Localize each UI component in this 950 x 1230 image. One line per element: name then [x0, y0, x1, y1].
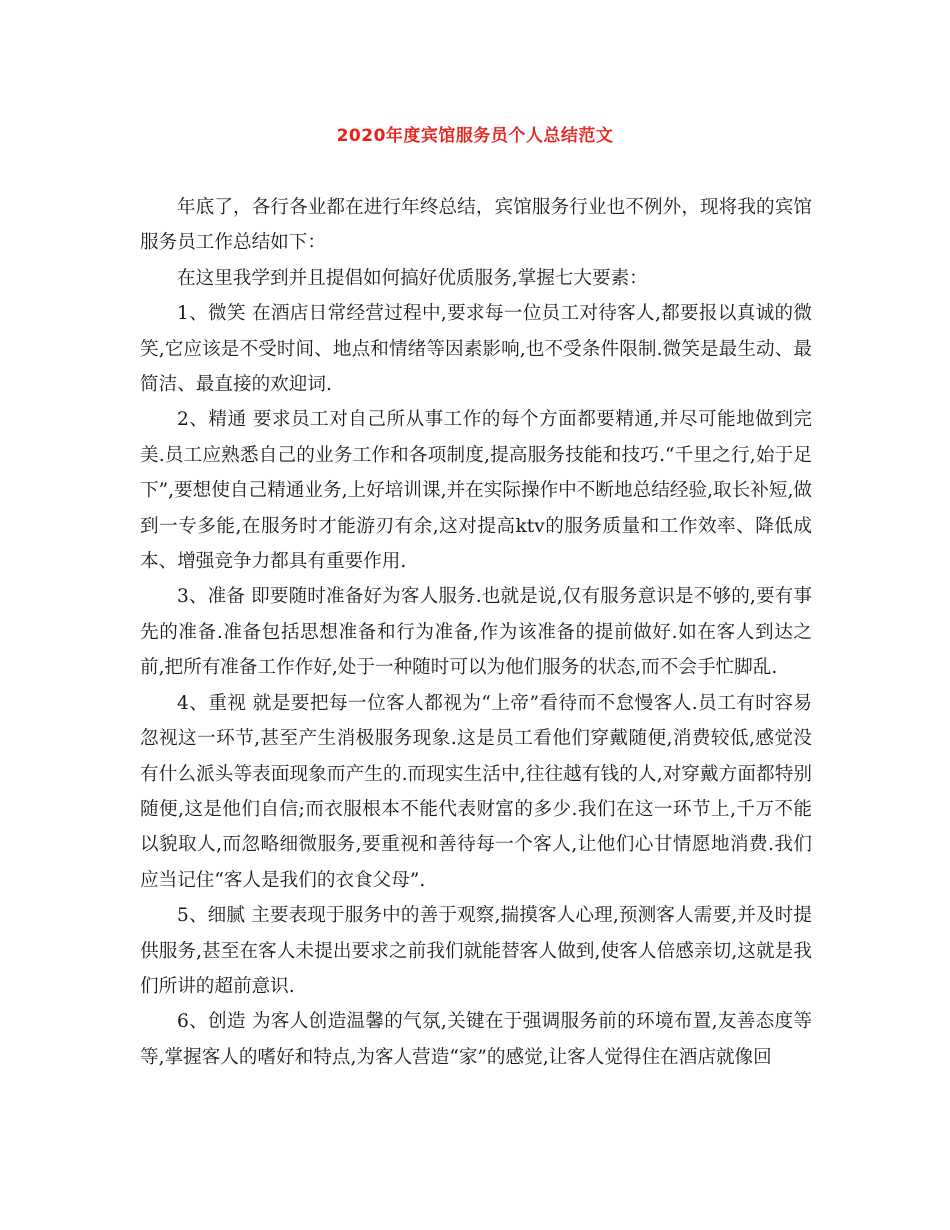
element-prepare-paragraph: 3、准备 即要随时准备好为客人服务.也就是说,仅有服务意识是不够的,要有事先的准备.准备包括思想准备和行为准备,作为该准备的提前做好.如在客人到达之前,把所有准备工作作好,处于一种随时可以为他们服务的状态,而不会手忙脚乱. [140, 586, 812, 679]
document-body [140, 190, 812, 1075]
element-respect-paragraph: 4、重视 就是要把每一位客人都视为“上帝”看待而不怠慢客人.员工有时容易忽视这一环节,甚至产生消极服务现象.这是员工看他们穿戴随便,消费较低,感觉没有什么派头等表面现象而产生的.而现实生活中,往往越有钱的人,对穿戴方面都特别随便,这是他们自信;而衣服根本不能代表财富的多少.我们在这一环节上,千万不能以貌取人,而忽略细微服务,要重视和善待每一个客人,让他们心甘情愿地消费.我们应当记住“客人是我们的衣食父母”. [140, 692, 812, 891]
intro-paragraph: 年底了，各行各业都在进行年终总结，宾馆服务行业也不例外，现将我的宾馆服务员工作总结如下： [140, 197, 812, 254]
element-proficient-paragraph: 2、精通 要求员工对自己所从事工作的每个方面都要精通,并尽可能地做到完美.员工应熟悉自己的业务工作和各项制度,提高服务技能和技巧.“千里之行,始于足下”,要想使自己精通业务,上好培训课,并在实际操作中不断地总结经验,取长补短,做到一专多能,在服务时才能游刃有余,这对提高ktv的服务质量和工作效率、降低成本、增强竞争力都具有重要作用. [140, 409, 812, 573]
element-attentive-paragraph: 5、细腻 主要表现于服务中的善于观察,揣摸客人心理,预测客人需要,并及时提供服务,甚至在客人未提出要求之前我们就能替客人做到,使客人倍感亲切,这就是我们所讲的超前意识. [140, 905, 812, 997]
element-create-paragraph: 6、创造 为客人创造温馨的气氛,关键在于强调服务前的环境布置,友善态度等等,掌握客人的嗜好和特点,为客人营造“家”的感觉,让客人觉得住在酒店就像回 [140, 1011, 812, 1068]
lead-paragraph: 在这里我学到并且提倡如何搞好优质服务,掌握七大要素： [177, 267, 648, 289]
document-title: 2020年度宾馆服务员个人总结范文 [336, 126, 614, 146]
element-smile-paragraph: 1、微笑 在酒店日常经营过程中,要求每一位员工对待客人,都要报以真诚的微笑,它应该是不受时间、地点和情绪等因素影响,也不受条件限制.微笑是最生动、最简洁、最直接的欢迎词. [140, 303, 812, 396]
